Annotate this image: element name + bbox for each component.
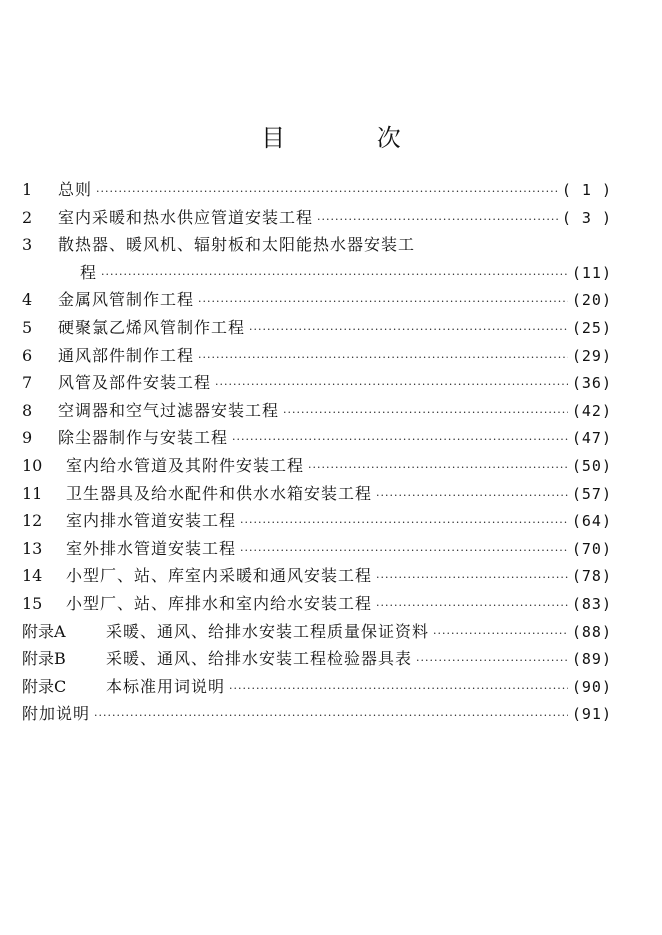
toc-entry[interactable]: [22, 480, 612, 508]
entry-title: 本标准用词说明: [106, 676, 226, 696]
page-title: 目 次: [261, 124, 443, 152]
entry-page: (91): [571, 705, 612, 724]
dot-leader: [376, 564, 568, 592]
entry-page: (64): [571, 512, 612, 531]
entry-number: 附录A: [22, 621, 66, 641]
entry-page: (88): [571, 622, 612, 641]
toc-entry[interactable]: [22, 562, 612, 590]
dot-leader: [229, 675, 568, 703]
entry-title: 卫生器具及给水配件和供水水箱安装工程: [66, 483, 373, 503]
entry-title: 室内采暖和热水供应管道安装工程: [58, 207, 314, 227]
entry-page: (70): [571, 539, 612, 558]
toc-entry[interactable]: [22, 424, 612, 452]
toc-entry[interactable]: [22, 673, 612, 701]
toc-entry[interactable]: [22, 286, 612, 314]
entry-page: (89): [571, 650, 612, 669]
dot-leader: [198, 344, 568, 372]
entry-title: 硬聚氯乙烯风管制作工程: [58, 317, 246, 337]
entry-number: 9: [22, 428, 33, 448]
toc-entry[interactable]: [22, 535, 612, 563]
entry-title: 总则: [58, 180, 93, 199]
entry-page: (78): [571, 567, 612, 586]
entry-title: 室外排水管道安装工程: [66, 538, 237, 558]
entry-number: 8: [22, 400, 33, 420]
entry-number: 附录B: [22, 649, 66, 669]
entry-title: 室内给水管道及其附件安装工程: [66, 455, 305, 475]
entry-title: 金属风管制作工程: [58, 290, 195, 310]
entry-title: 采暖、通风、给排水安装工程检验器具表: [106, 649, 413, 669]
entry-page: (36): [571, 374, 612, 393]
entry-number: 13: [22, 538, 43, 558]
entry-title: 室内排水管道安装工程: [66, 511, 237, 531]
toc-entry[interactable]: [22, 452, 612, 480]
toc-entry[interactable]: [22, 618, 612, 646]
entry-page: (57): [571, 484, 612, 503]
toc-entry[interactable]: [22, 590, 612, 618]
entry-page: (47): [571, 429, 612, 448]
table-of-contents: [22, 176, 612, 728]
dot-leader: [376, 482, 568, 510]
entry-page: (50): [571, 456, 612, 475]
toc-entry[interactable]: [22, 397, 612, 425]
dot-leader: [416, 647, 568, 675]
toc-entry[interactable]: [22, 645, 612, 673]
dot-leader: [376, 592, 568, 620]
entry-title: 小型厂、站、库室内采暖和通风安装工程: [66, 566, 373, 586]
dot-leader: [240, 537, 568, 565]
dot-leader: [198, 288, 568, 316]
entry-page: ( 3 ): [561, 208, 612, 227]
dot-leader: [433, 620, 568, 648]
dot-leader: [240, 509, 568, 537]
entry-title-continued: 程: [80, 262, 98, 282]
entry-title: 通风部件制作工程: [58, 345, 195, 365]
dot-leader: [317, 206, 558, 234]
entry-title: 空调器和空气过滤器安装工程: [58, 400, 280, 420]
toc-entry[interactable]: [22, 342, 612, 370]
entry-number: 5: [22, 317, 33, 337]
dot-leader: [283, 399, 568, 427]
entry-number: 6: [22, 345, 33, 365]
entry-page: (90): [571, 677, 612, 696]
entry-page: (25): [571, 318, 612, 337]
toc-entry[interactable]: [22, 314, 612, 342]
entry-page: (20): [571, 291, 612, 310]
entry-page: (83): [571, 594, 612, 613]
dot-leader: [215, 371, 568, 399]
dot-leader: [308, 454, 568, 482]
entry-number: 10: [22, 455, 43, 475]
entry-number: 15: [22, 593, 43, 613]
entry-page: (11): [571, 263, 612, 282]
entry-title: 除尘器制作与安装工程: [58, 428, 229, 448]
entry-number: 1: [22, 180, 33, 199]
toc-entry[interactable]: [22, 231, 612, 286]
entry-number: 附录C: [22, 676, 67, 696]
toc-entry[interactable]: [22, 700, 612, 728]
toc-entry[interactable]: [22, 369, 612, 397]
dot-leader: [249, 316, 568, 344]
entry-number: 14: [22, 566, 43, 586]
entry-page: (42): [571, 401, 612, 420]
dot-leader: [232, 426, 568, 454]
toc-entry[interactable]: [22, 176, 612, 204]
entry-number: 4: [22, 290, 33, 310]
entry-number: 3: [22, 235, 33, 255]
toc-entry[interactable]: [22, 204, 612, 232]
dot-leader: [96, 178, 558, 206]
entry-number: 7: [22, 373, 33, 393]
dot-leader: [94, 702, 568, 730]
dot-leader: [101, 261, 568, 289]
entry-title: 附加说明: [22, 704, 91, 724]
entry-title: 小型厂、站、库排水和室内给水安装工程: [66, 593, 373, 613]
entry-page: (29): [571, 346, 612, 365]
entry-number: 12: [22, 511, 43, 531]
entry-number: 2: [22, 207, 33, 227]
entry-title: 采暖、通风、给排水安装工程质量保证资料: [106, 621, 430, 641]
toc-entry[interactable]: [22, 507, 612, 535]
entry-title: 风管及部件安装工程: [58, 373, 212, 393]
entry-page: ( 1 ): [561, 181, 612, 199]
entry-title: 散热器、暖风机、辐射板和太阳能热水器安装工: [58, 235, 416, 255]
entry-number: 11: [22, 483, 43, 503]
